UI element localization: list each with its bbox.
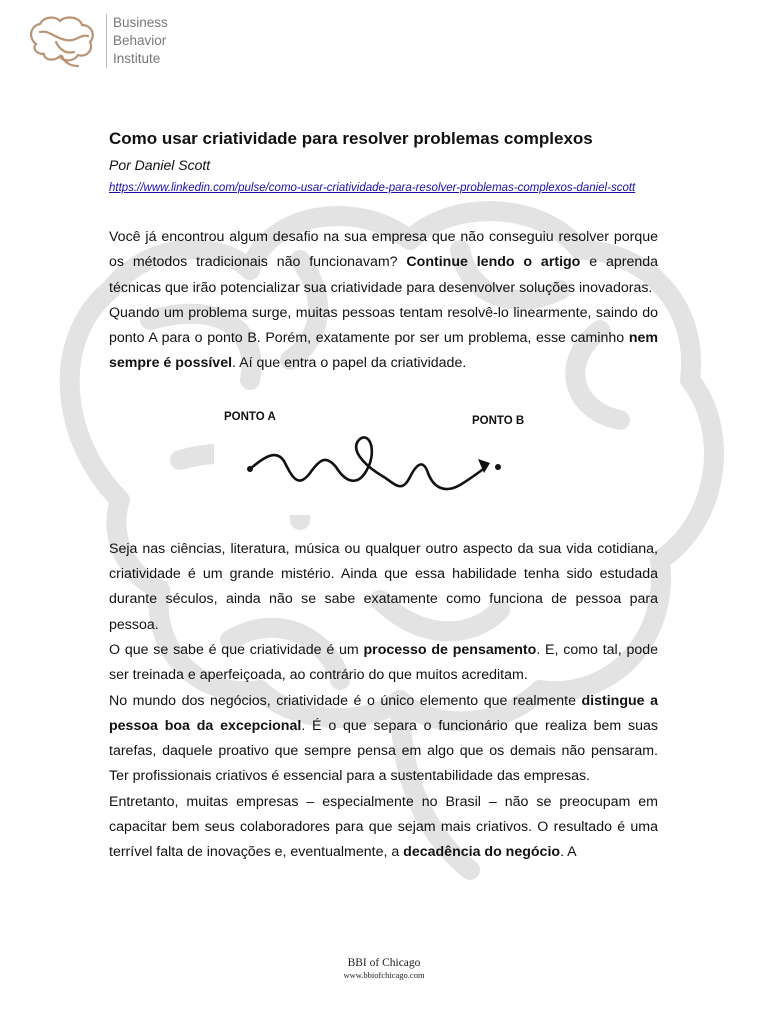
article-body bbox=[109, 128, 658, 866]
logo-line-1: Business bbox=[113, 15, 168, 30]
paragraph-business bbox=[109, 689, 658, 790]
text-run: O que se sabe é que criatividade é um bbox=[109, 641, 364, 658]
ponto-b-label: PONTO B bbox=[472, 414, 525, 427]
text-run: e aprenda técnicas que irão potencializar sua criatividade para desenvolver soluções inovadoras. bbox=[109, 254, 659, 296]
article-link[interactable]: https://www.linkedin.com/pulse/como-usar-criatividade-para-resolver-problemas-complexos-daniel-scott bbox=[109, 182, 636, 194]
ponto-a-label: PONTO A bbox=[224, 410, 276, 423]
paragraph-intro bbox=[109, 225, 658, 301]
logo-line-2: Behavior bbox=[113, 33, 167, 48]
article-author: Por Daniel Scott bbox=[109, 157, 211, 173]
text-run: . E, como tal, pode ser treinada e aperfeiçoada, ao contrário do que muitos acreditam. bbox=[109, 641, 659, 684]
squiggle-path-icon bbox=[214, 397, 554, 515]
article-title: Como usar criatividade para resolver problemas complexos bbox=[109, 129, 593, 148]
bold-run: decadência do negócio bbox=[403, 844, 561, 861]
bold-run: distingue a pessoa boa da excepcional bbox=[109, 692, 658, 734]
footer-org: BBI of Chicago bbox=[347, 957, 421, 969]
bold-run: processo de pensamento bbox=[363, 641, 537, 658]
text-run: . Aí que entra o papel da criatividade. bbox=[232, 355, 467, 372]
logo-line-3: Institute bbox=[113, 51, 161, 66]
page-footer bbox=[0, 956, 768, 981]
text-run: . É o que separa o funcionário que realiza bem suas tarefas, daquele proativo que sempre pensa em algo que os demais não pensaram. Ter profissionais criativos é essencial para a sustentabilidade das empresas. bbox=[109, 717, 658, 785]
text-run: Você já encontrou algum desafio na sua empresa que não conseguiu resolver porque os métodos tradicionais não funcionavam? bbox=[109, 229, 658, 271]
paragraph-brazil bbox=[109, 790, 658, 866]
bold-run: Continue lendo o artigo bbox=[406, 254, 581, 271]
logo-wordmark bbox=[106, 14, 168, 68]
paragraph-mystery: Seja nas ciências, literatura, música ou qualquer outro aspecto da sua vida cotidiana, criatividade é um grande mistério. Ainda que essa habilidade tenha sido estudada durante séculos, ainda não se sabe exatamente como funciona de pessoa para pessoa. bbox=[109, 540, 658, 633]
paragraph-process bbox=[109, 638, 658, 689]
path-diagram bbox=[214, 397, 554, 515]
footer-site: www.bbiofchicago.com bbox=[343, 970, 425, 980]
paragraph-problem bbox=[109, 301, 658, 377]
text-run: Entretanto, muitas empresas – especialmente no Brasil – não se preocupam em capacitar bem seus colaboradores para que sejam mais criativos. O resultado é uma terrível falta de inovações e, eventualmente, a bbox=[109, 793, 658, 861]
bbi-logo bbox=[26, 10, 176, 72]
text-run: No mundo dos negócios, criatividade é o único elemento que realmente bbox=[109, 692, 582, 709]
bold-run: nem sempre é possível bbox=[109, 330, 658, 372]
text-run: . A bbox=[560, 844, 577, 861]
text-run: Quando um problema surge, muitas pessoas tentam resolvê-lo linearmente, saindo do ponto A para o ponto B. Porém, exatamente por ser um problema, esse caminho bbox=[109, 304, 658, 347]
brain-logo-icon bbox=[26, 10, 98, 68]
